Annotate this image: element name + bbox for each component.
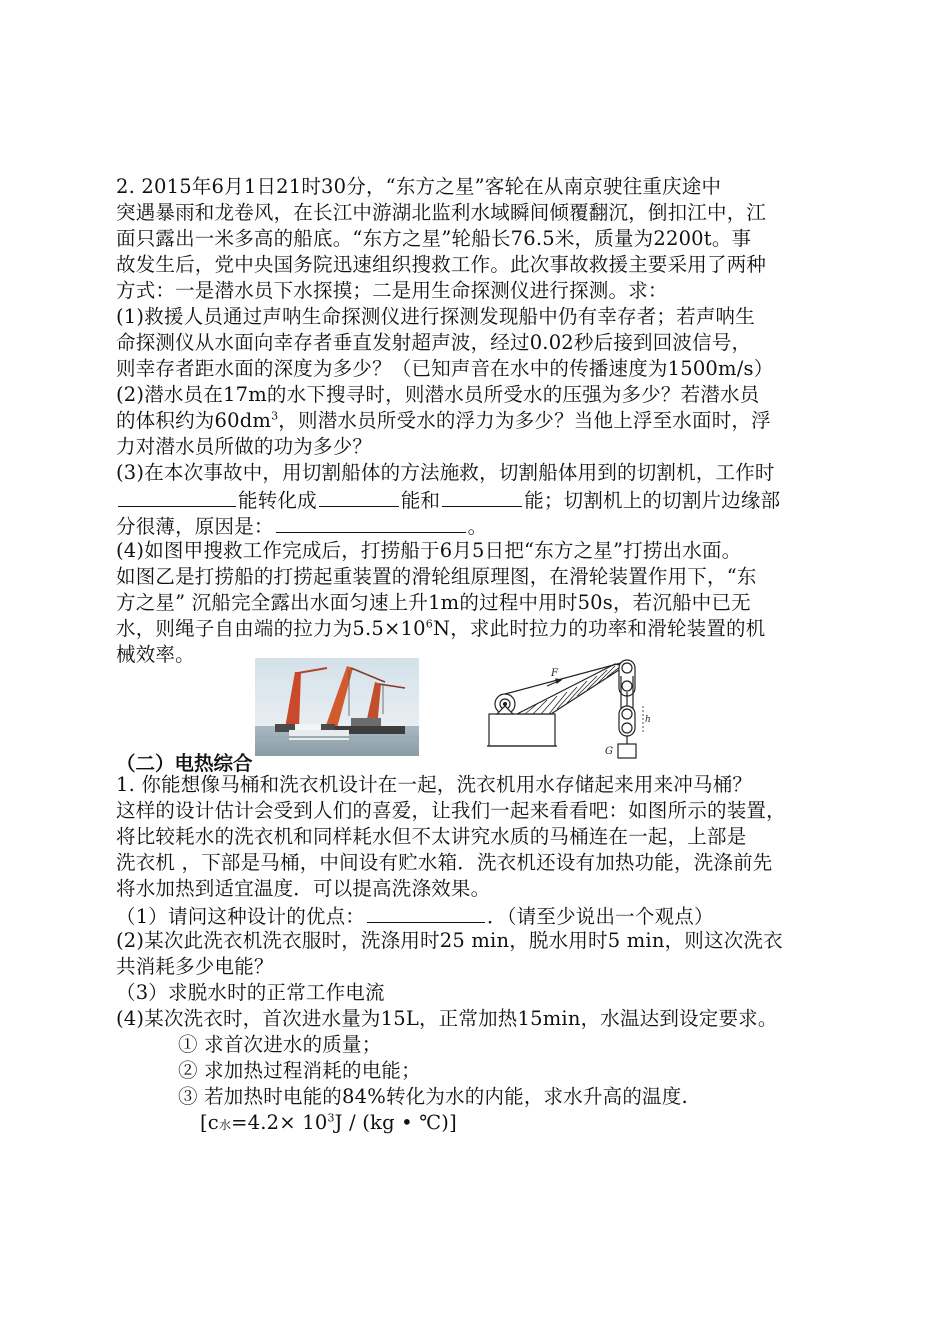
s2-q1: [116, 902, 714, 930]
s2-q4-2: ② 求加热过程消耗的电能；: [178, 1059, 421, 1082]
q3-line2-b: 能和: [400, 489, 441, 512]
q2-line2: [116, 408, 771, 434]
formula-sup: 3: [327, 1111, 335, 1125]
force-label: F: [551, 668, 558, 679]
height-label: h: [645, 715, 651, 725]
section-heading: （二）电热综合: [116, 752, 253, 775]
q3-line1: (3)在本次事故中，用切割船体的方法施救，切割船体用到的切割机，工作时: [116, 461, 775, 484]
formula-sub: 水: [218, 1118, 232, 1132]
q2-line1: (2)潜水员在17m的水下搜寻时，则潜水员所受水的压强为多少？若潜水员: [116, 383, 760, 406]
s2-q1-b: ．（请至少说出一个观点）: [487, 905, 714, 928]
formula-c: J / (kg • ℃)]: [334, 1111, 457, 1134]
s2-p1-line2: 这样的设计估计会受到人们的喜爱，让我们一起来看看吧：如图所示的装置，: [116, 799, 786, 822]
answer-blank[interactable]: [319, 486, 399, 507]
q4-line2: 如图乙是打捞船的打捞起重装置的滑轮组原理图，在滑轮装置作用下，“东: [116, 565, 757, 588]
s2-p1-line3: 将比较耗水的洗衣机和同样耗水但不太讲究水质的马桶连在一起，上部是: [116, 825, 747, 848]
q4-line5: 械效率。: [116, 643, 195, 666]
q3-line2: [116, 486, 780, 514]
q4-line4-sup: 6: [425, 617, 433, 631]
s2-q4-1: ① 求首次进水的质量；: [178, 1033, 382, 1056]
weight-label: G: [605, 746, 613, 757]
s2-p1-line4: 洗衣机 ，下部是马桶，中间设有贮水箱．洗衣机还设有加热功能，洗涤前先: [116, 851, 773, 874]
q4-line4-a: 水，则绳子自由端的拉力为5.5×10: [116, 617, 426, 640]
answer-blank[interactable]: [367, 902, 485, 923]
problem2-line4: 故发生后，党中央国务院迅速组织搜救工作。此次事故救援主要采用了两种: [116, 253, 767, 276]
q1-line3: 则幸存者距水面的深度为多少？（已知声音在水中的传播速度为1500m/s）: [116, 357, 774, 380]
q4-line3: 方之星” 沉船完全露出水面匀速上升1m的过程中用时50s，若沉船中已无: [116, 591, 751, 614]
q1-line1: (1)救援人员通过声呐生命探测仪进行探测发现船中仍有幸存者；若声呐生: [116, 305, 755, 328]
q3-line2-a: 能转化成: [238, 489, 317, 512]
salvage-ship-photo: [255, 658, 419, 756]
answer-blank[interactable]: [118, 486, 236, 507]
specific-heat-formula: [200, 1110, 457, 1138]
problem2-line5: 方式：一是潜水员下水探摸；二是用生命探测仪进行探测。求：: [116, 279, 668, 302]
s2-q3: （3）求脱水时的正常工作电流: [116, 981, 385, 1004]
s2-q4-3: ③ 若加热时电能的84%转化为水的内能，求水升高的温度.: [178, 1085, 688, 1108]
q3-line3-a: 分很薄，原因是：: [116, 515, 274, 538]
q2-line2-a: 的体积约为60dm: [116, 409, 272, 432]
s2-p1-line1: 1. 你能想像马桶和洗衣机设计在一起，洗衣机用水存储起来用来冲马桶？: [116, 773, 753, 796]
s2-q2-line2: 共消耗多少电能？: [116, 955, 274, 978]
answer-blank[interactable]: [276, 512, 466, 533]
q3-line3: [116, 512, 487, 540]
q2-line2-b: ，则潜水员所受水的浮力为多少？当他上浮至水面时，浮: [278, 409, 771, 432]
q2-line3: 力对潜水员所做的功为多少？: [116, 435, 373, 458]
q3-line2-c: 能；切割机上的切割片边缘部: [524, 489, 781, 512]
s2-q4: (4)某次洗衣时，首次进水量为15L，正常加热15min，水温达到设定要求。: [116, 1007, 778, 1030]
q3-line3-b: 。: [467, 515, 488, 538]
q1-line2: 命探测仪从水面向幸存者垂直发射超声波，经过0.02秒后接到回波信号，: [116, 331, 752, 354]
crane-pulley-diagram: [487, 656, 659, 760]
s2-p1-line5: 将水加热到适宜温度．可以提高洗涤效果。: [116, 877, 491, 900]
problem2-line2: 突遇暴雨和龙卷风，在长江中游湖北监利水域瞬间倾覆翻沉，倒扣江中，江: [116, 201, 767, 224]
problem2-line3: 面只露出一米多高的船底。“东方之星”轮船长76.5米，质量为2200t。事: [116, 227, 752, 250]
answer-blank[interactable]: [442, 486, 522, 507]
problem2-line1: 2. 2015年6月1日21时30分，“东方之星”客轮在从南京驶往重庆途中: [116, 175, 722, 198]
formula-b: =4.2× 10: [231, 1111, 328, 1134]
q4-line4-b: N，求此时拉力的功率和滑轮装置的机: [432, 617, 766, 640]
q2-line2-sup: 3: [271, 409, 279, 423]
q4-line4: [116, 616, 765, 642]
formula-a: [c: [200, 1111, 219, 1134]
q4-line1: (4)如图甲搜救工作完成后，打捞船于6月5日把“东方之星”打捞出水面。: [116, 539, 742, 562]
s2-q1-a: （1）请问这种设计的优点：: [116, 905, 366, 928]
s2-q2-line1: (2)某次此洗衣机洗衣服时，洗涤用时25 min，脱水用时5 min，则这次洗衣: [116, 929, 783, 952]
